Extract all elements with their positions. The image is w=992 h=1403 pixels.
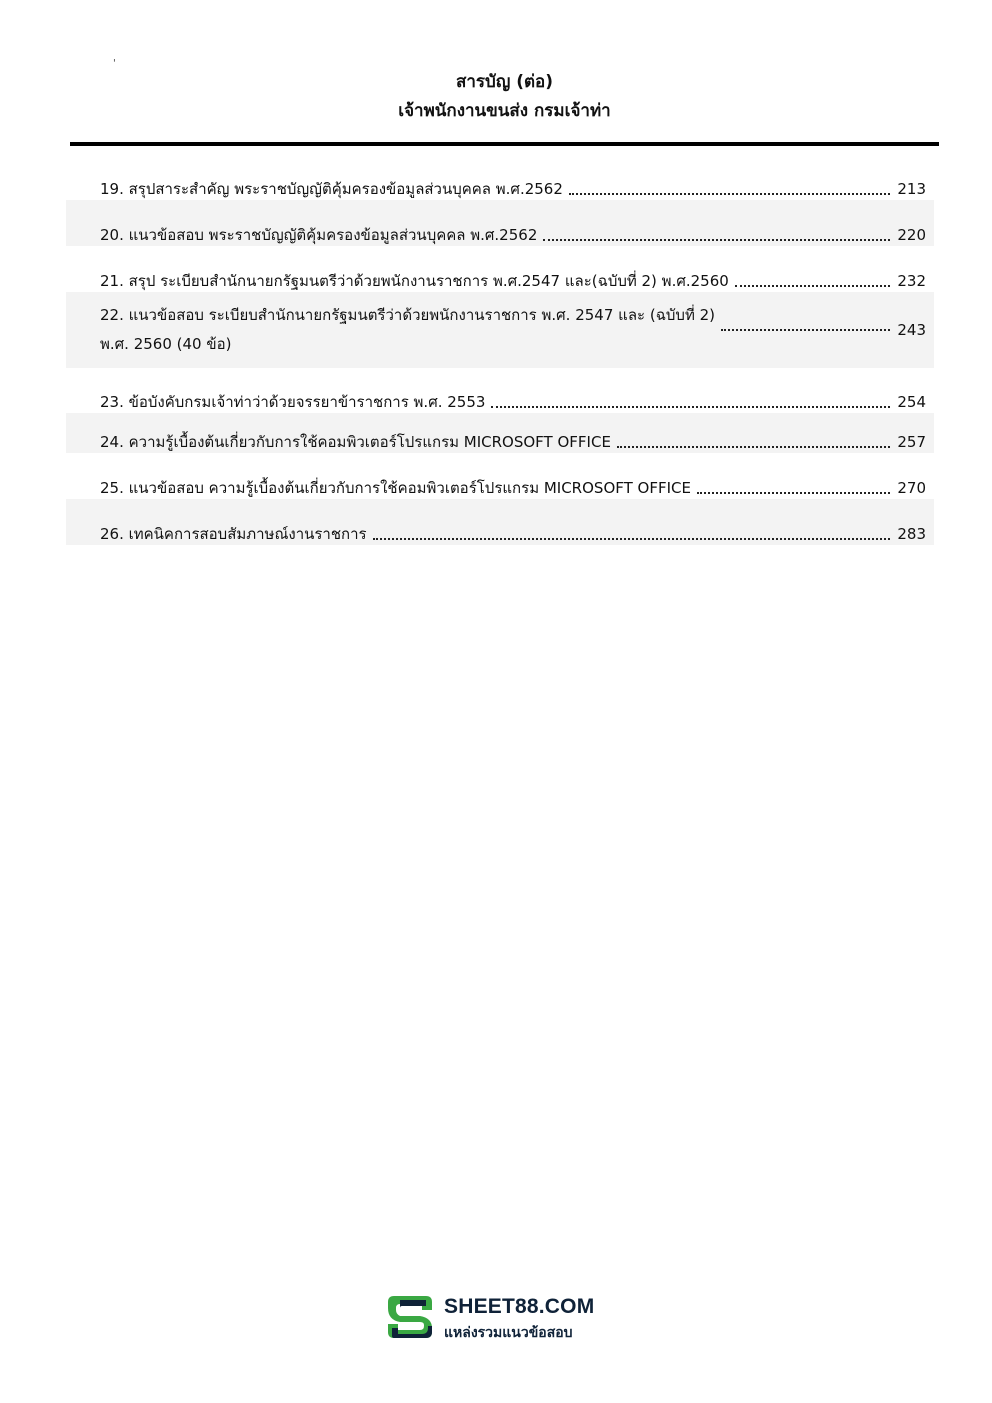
toc-entry[interactable] xyxy=(66,154,934,200)
toc-leader-dots xyxy=(491,406,890,408)
toc-entry-page: 283 xyxy=(897,525,926,543)
header-divider xyxy=(70,142,939,146)
toc-entry[interactable] xyxy=(66,413,934,453)
toc-entry-page: 270 xyxy=(897,479,926,497)
toc-entry-page: 213 xyxy=(897,180,926,198)
toc-entry-page: 243 xyxy=(897,321,926,339)
toc-entry-title: 26. เทคนิคการสอบสัมภาษณ์งานราชการ xyxy=(100,525,367,543)
sheet88-logo xyxy=(386,1292,616,1344)
toc-entry-page: 254 xyxy=(897,393,926,411)
s-logo-icon xyxy=(386,1292,434,1342)
toc-entry[interactable] xyxy=(66,246,934,292)
toc-entry-page: 232 xyxy=(897,272,926,290)
toc-entry[interactable] xyxy=(66,499,934,545)
toc-leader-dots xyxy=(373,538,890,540)
toc-entry-title: 25. แนวข้อสอบ ความรู้เบื้องต้นเกี่ยวกับการใช้คอมพิวเตอร์โปรแกรม MICROSOFT OFFICE xyxy=(100,479,691,497)
toc-entry-title: 22. แนวข้อสอบ ระเบียบสำนักนายกรัฐมนตรีว่าด้วยพนักงานราชการ พ.ศ. 2547 และ (ฉบับที่ 2) xyxy=(100,306,716,324)
toc-leader-dots xyxy=(617,446,890,448)
toc-entry[interactable] xyxy=(66,368,934,413)
toc-entry-title: 21. สรุป ระเบียบสำนักนายกรัฐมนตรีว่าด้วยพนักงานราชการ พ.ศ.2547 และ(ฉบับที่ 2) พ.ศ.2560 xyxy=(100,272,729,290)
logo-tagline: แหล่งรวมแนวข้อสอบ xyxy=(444,1325,573,1341)
toc-leader-dots xyxy=(697,492,890,494)
toc-header xyxy=(70,68,939,126)
toc-entry[interactable] xyxy=(66,292,934,368)
toc-entry-page: 220 xyxy=(897,226,926,244)
toc-entry-title-continued: พ.ศ. 2560 (40 ข้อ) xyxy=(100,335,232,353)
toc-list xyxy=(66,154,934,545)
page-subtitle: เจ้าพนักงานขนส่ง กรมเจ้าท่า xyxy=(398,101,611,121)
logo-brand-text: SHEET88.COM xyxy=(444,1295,595,1318)
page-title: สารบัญ (ต่อ) xyxy=(455,72,554,92)
toc-entry[interactable] xyxy=(66,453,934,499)
toc-entry-page: 257 xyxy=(897,433,926,451)
toc-leader-dots xyxy=(721,329,890,331)
stray-mark: ' xyxy=(113,58,116,69)
toc-entry-title-block xyxy=(100,301,715,359)
toc-entry[interactable] xyxy=(66,200,934,246)
toc-entry-title: 20. แนวข้อสอบ พระราชบัญญัติคุ้มครองข้อมูลส่วนบุคคล พ.ศ.2562 xyxy=(100,226,538,244)
toc-entry-title: 19. สรุปสาระสำคัญ พระราชบัญญัติคุ้มครองข้อมูลส่วนบุคคล พ.ศ.2562 xyxy=(100,180,563,198)
toc-entry-title: 24. ความรู้เบื้องต้นเกี่ยวกับการใช้คอมพิวเตอร์โปรแกรม MICROSOFT OFFICE xyxy=(100,433,611,451)
toc-leader-dots xyxy=(543,239,890,241)
toc-entry-title: 23. ข้อบังคับกรมเจ้าท่าว่าด้วยจรรยาข้าราชการ พ.ศ. 2553 xyxy=(100,393,486,411)
toc-leader-dots xyxy=(569,193,890,195)
toc-leader-dots xyxy=(735,285,890,287)
